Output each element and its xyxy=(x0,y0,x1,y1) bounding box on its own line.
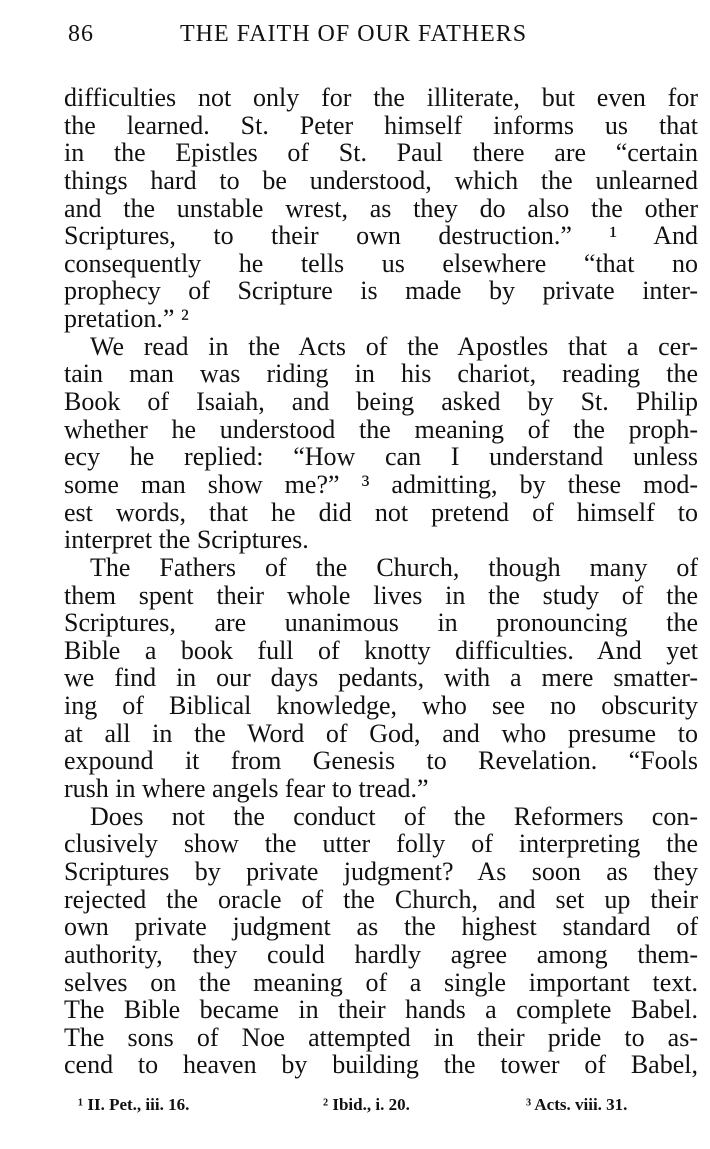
text-line: at all in the Word of God, and who presume to xyxy=(64,718,698,748)
text-line: difficulties not only for the illiterate, but even for xyxy=(64,83,698,112)
text-line: the learned. St. Peter himself informs us that xyxy=(64,110,698,140)
text-line: interpret the Scriptures. xyxy=(64,525,309,555)
footnote-2: ² Ibid., i. 20. xyxy=(323,1095,410,1114)
text-line: ing of Biblical knowledge, who see no obscurity xyxy=(64,691,698,721)
text-line: in the Epistles of St. Paul there are “certain xyxy=(64,138,698,168)
text-line: Scriptures, to their own destruction.” ¹ And xyxy=(64,221,698,251)
text-line: whether he understood the meaning of the proph- xyxy=(64,414,698,444)
footnote-1: ¹ II. Pet., iii. 16. xyxy=(78,1095,190,1114)
text-line: consequently he tells us elsewhere “that no xyxy=(64,248,698,278)
text-line: them spent their whole lives in the study of the xyxy=(64,580,698,610)
running-title: THE FAITH OF OUR FATHERS xyxy=(180,21,528,47)
text-line: tain man was riding in his chariot, reading the xyxy=(64,359,698,389)
text-line: est words, that he did not pretend of himself to xyxy=(64,497,698,527)
text-line: some man show me?” ³ admitting, by these mod- xyxy=(64,469,698,499)
text-line: The Fathers of the Church, though many of xyxy=(90,552,698,582)
text-line: expound it from Genesis to Revelation. “Fools xyxy=(64,746,698,776)
text-line: rush in where angels fear to tread.” xyxy=(64,774,429,804)
text-line: own private judgment as the highest standard of xyxy=(64,912,698,942)
text-line: pretation.” ² xyxy=(64,304,189,334)
text-line: We read in the Acts of the Apostles that a cer- xyxy=(90,331,698,361)
text-line: cend to heaven by building the tower of Babel, xyxy=(64,1050,698,1080)
text-line: rejected the oracle of the Church, and set up their xyxy=(64,884,698,914)
text-line: clusively show the utter folly of interpreting the xyxy=(64,829,698,859)
footnotes xyxy=(78,1092,678,1118)
body-text xyxy=(64,84,698,1079)
text-line: Bible a book full of knotty difficulties. And yet xyxy=(64,635,698,665)
page-header xyxy=(68,18,628,50)
text-line: we find in our days pedants, with a mere smatter- xyxy=(64,663,698,693)
text-line: Does not the conduct of the Reformers con- xyxy=(90,801,698,831)
text-line: The Bible became in their hands a complete Babel. xyxy=(64,995,698,1025)
text-line: prophecy of Scripture is made by private inter- xyxy=(64,276,698,306)
footnote-3: ³ Acts. viii. 31. xyxy=(526,1095,628,1114)
text-line: selves on the meaning of a single important text. xyxy=(64,967,698,997)
text-line: Scriptures by private judgment? As soon as they xyxy=(64,856,698,886)
text-line: The sons of Noe attempted in their pride to as- xyxy=(64,1022,698,1052)
text-line: ecy he replied: “How can I understand unless xyxy=(64,442,698,472)
text-line: Book of Isaiah, and being asked by St. Philip xyxy=(64,387,698,417)
text-line: things hard to be understood, which the unlearned xyxy=(64,165,698,195)
text-line: authority, they could hardly agree among them- xyxy=(64,939,698,969)
page-number: 86 xyxy=(68,21,94,47)
text-line: and the unstable wrest, as they do also the other xyxy=(64,193,698,223)
text-line: Scriptures, are unanimous in pronouncing the xyxy=(64,608,698,638)
